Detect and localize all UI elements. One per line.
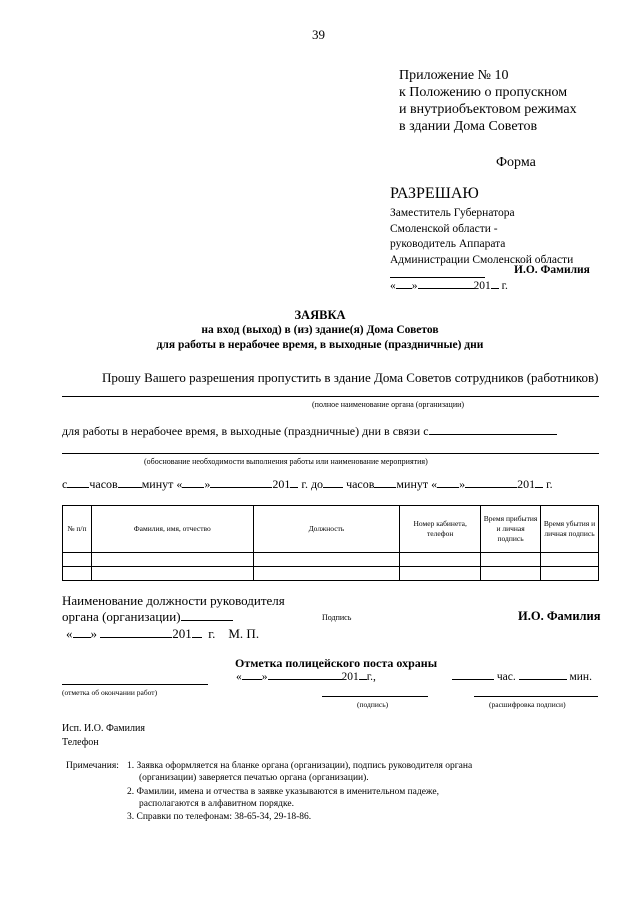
executor-phone: Телефон bbox=[62, 737, 99, 748]
police-decode-hint: (расшифровка подписи) bbox=[489, 700, 566, 709]
work-reason-line bbox=[62, 424, 557, 439]
table-cell bbox=[541, 567, 599, 581]
time-from: с bbox=[62, 477, 68, 491]
police-min-label: мин. bbox=[569, 671, 592, 683]
appendix-block bbox=[399, 67, 577, 135]
approval-line-3: руководитель Аппарата bbox=[390, 238, 506, 250]
col-fullname: Фамилия, имя, отчество bbox=[91, 506, 253, 553]
time-hours-2: часов bbox=[346, 477, 375, 491]
police-date-open: « bbox=[236, 671, 242, 683]
approval-line-4: Администрации Смоленской области bbox=[390, 253, 574, 266]
police-time bbox=[452, 671, 592, 683]
page-number: 39 bbox=[312, 27, 325, 42]
appendix-line-3: и внутриобъектовом режимах bbox=[399, 102, 577, 117]
police-date-year: 201 bbox=[341, 671, 359, 683]
org-name-hint: (полное наименование органа (организации) bbox=[312, 400, 465, 409]
approval-line-2: Смоленской области - bbox=[390, 222, 498, 235]
org-name-line bbox=[62, 396, 599, 397]
police-sign-hint: (подпись) bbox=[357, 700, 389, 709]
time-quote-open: « bbox=[176, 477, 183, 491]
table-row bbox=[63, 553, 599, 567]
table-cell bbox=[91, 567, 253, 581]
approval-name: И.О. Фамилия bbox=[514, 264, 590, 276]
time-minutes: минут bbox=[141, 477, 174, 491]
time-year: 201 bbox=[272, 477, 291, 491]
col-arrival: Время прибытия и личная подпись bbox=[481, 506, 541, 553]
police-date bbox=[236, 671, 376, 683]
col-number: № п/п bbox=[63, 506, 92, 553]
note-3: 3. Справки по телефонам: 38-65-34, 29-18-86. bbox=[127, 812, 312, 822]
head-date-close: » bbox=[90, 626, 97, 641]
time-quote-open-2: « bbox=[431, 477, 438, 491]
time-quote-close-2: » bbox=[459, 477, 466, 491]
police-end-line bbox=[62, 684, 208, 685]
police-date-close: » bbox=[261, 671, 268, 683]
police-sign-line bbox=[322, 696, 428, 697]
approval-date-year: 201 bbox=[473, 280, 491, 292]
head-date-g: г. bbox=[208, 626, 216, 641]
notes-label: Примечания: bbox=[66, 761, 119, 771]
approval-date-suffix: г. bbox=[501, 280, 508, 292]
police-title: Отметка полицейского поста охраны bbox=[235, 656, 438, 670]
table-cell bbox=[63, 553, 92, 567]
table-header-row bbox=[63, 506, 599, 553]
head-position-line-1: Наименование должности руководителя bbox=[62, 593, 285, 608]
table-cell bbox=[91, 553, 253, 567]
time-hours: часов bbox=[89, 477, 118, 491]
time-minutes-2: минут bbox=[396, 477, 429, 491]
approval-line-1: Заместитель Губернатора bbox=[390, 207, 515, 219]
table-cell bbox=[400, 567, 481, 581]
request-subtitle-1: на вход (выход) в (из) здание(я) Дома Советов bbox=[201, 324, 439, 336]
head-org-label: органа (организации) bbox=[62, 609, 181, 624]
appendix-line-1: Приложение № 10 bbox=[399, 68, 509, 83]
appendix-line-2: к Положению о пропускном bbox=[399, 85, 568, 100]
head-name: И.О. Фамилия bbox=[518, 609, 601, 623]
time-line bbox=[62, 477, 553, 492]
form-label: Форма bbox=[496, 155, 536, 170]
approval-date-open: « bbox=[390, 280, 396, 292]
head-position-line-2 bbox=[62, 609, 233, 625]
head-date-year: 201 bbox=[172, 626, 192, 641]
table-cell bbox=[253, 553, 400, 567]
table-cell bbox=[253, 567, 400, 581]
appendix-line-4: в здании Дома Советов bbox=[399, 119, 538, 134]
police-hour-label: час. bbox=[496, 671, 516, 683]
col-position: Должность bbox=[253, 506, 400, 553]
request-title: ЗАЯВКА bbox=[294, 308, 346, 322]
table-cell bbox=[481, 567, 541, 581]
table-cell bbox=[541, 553, 599, 567]
stamp-place-label: М. П. bbox=[228, 626, 260, 641]
note-1b: (организации) заверяется печатью органа (организации). bbox=[139, 773, 369, 783]
time-until: г. до bbox=[301, 477, 324, 491]
head-date-open: « bbox=[66, 626, 73, 641]
note-2a: 2. Фамилии, имена и отчества в заявке указываются в именительном падеже, bbox=[127, 787, 439, 797]
table-cell bbox=[63, 567, 92, 581]
executor-name: Исп. И.О. Фамилия bbox=[62, 723, 145, 734]
approval-title: РАЗРЕШАЮ bbox=[390, 185, 479, 202]
police-end-hint: (отметка об окончании работ) bbox=[62, 688, 158, 697]
reason-hint: (обоснование необходимости выполнения работы или наименование мероприятия) bbox=[144, 457, 428, 466]
note-1a: 1. Заявка оформляется на бланке органа (организации), подпись руководителя органа bbox=[127, 761, 473, 771]
approval-position bbox=[390, 206, 573, 268]
table-row bbox=[63, 567, 599, 581]
police-date-suffix: г., bbox=[366, 671, 376, 683]
approval-date bbox=[390, 280, 508, 292]
col-office-phone: Номер кабинета, телефон bbox=[400, 506, 481, 553]
request-text: Прошу Вашего разрешения пропустить в здание Дома Советов сотрудников (работников) bbox=[102, 370, 599, 385]
approval-signature-line bbox=[390, 277, 485, 278]
staff-table bbox=[62, 505, 599, 581]
head-signature-label: Подпись bbox=[322, 613, 352, 622]
approval-date-mid: » bbox=[411, 280, 418, 292]
table-cell bbox=[400, 553, 481, 567]
head-date bbox=[66, 626, 259, 642]
work-line-text: для работы в нерабочее время, в выходные (праздничные) дни в связи с bbox=[62, 424, 429, 438]
table-cell bbox=[481, 553, 541, 567]
col-departure: Время убытия и личная подпись bbox=[541, 506, 599, 553]
time-quote-close: » bbox=[204, 477, 211, 491]
request-subtitle-2: для работы в нерабочее время, в выходные (праздничные) дни bbox=[156, 339, 484, 351]
time-year-2: 201 bbox=[517, 477, 536, 491]
police-decode-line bbox=[474, 696, 598, 697]
reason-underline bbox=[62, 453, 599, 454]
time-g-2: г. bbox=[546, 477, 553, 491]
note-2b: располагаются в алфавитном порядке. bbox=[139, 799, 294, 809]
